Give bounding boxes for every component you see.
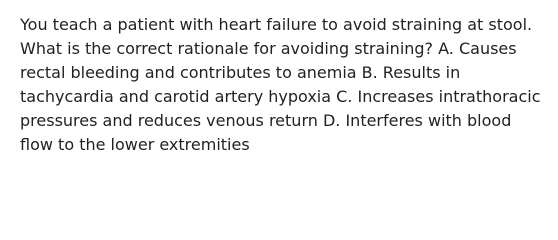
- question-line: What is the correct rationale for avoiding straining? A. Causes: [20, 39, 517, 58]
- question-line: You teach a patient with heart failure to avoid straining at stool.: [20, 15, 533, 34]
- question-line: tachycardia and carotid artery hypoxia C. Increases intrathoracic: [20, 87, 541, 106]
- question-line: rectal bleeding and contributes to anemia B. Results in: [20, 63, 461, 82]
- question-text: [20, 13, 550, 157]
- question-line: pressures and reduces venous return D. Interferes with blood: [20, 111, 512, 130]
- question-line: flow to the lower extremities: [20, 135, 250, 154]
